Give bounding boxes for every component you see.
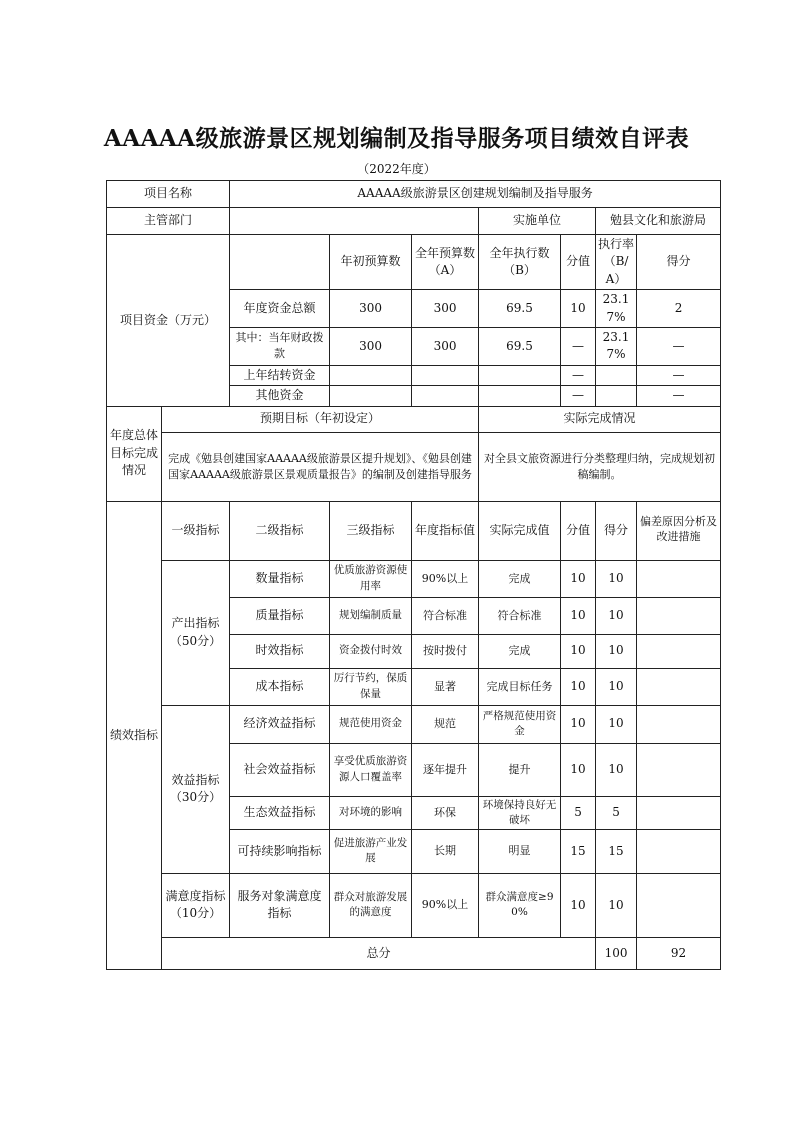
ind-level3: 群众对旅游发展的满意度 (330, 873, 412, 937)
funds-cell (412, 365, 479, 385)
ind-target: 逐年提升 (412, 743, 479, 796)
funds-cell: 69.5 (479, 327, 561, 365)
project-name-label: 项目名称 (107, 181, 230, 208)
ind-level2: 时效指标 (230, 634, 330, 668)
ind-level2: 质量指标 (230, 597, 330, 634)
ind-target: 符合标准 (412, 597, 479, 634)
ind-got: 5 (596, 796, 637, 829)
ind-target: 规范 (412, 705, 479, 743)
funds-cell: — (637, 386, 721, 406)
goals-expected-label: 预期目标（年初设定） (162, 406, 479, 432)
ind-level3: 促进旅游产业发展 (330, 829, 412, 873)
ind-group-satisfaction: 满意度指标（10分） (162, 873, 230, 937)
total-label: 总分 (162, 937, 596, 969)
funds-cell: 23.17% (596, 327, 637, 365)
ind-level3: 规划编制质量 (330, 597, 412, 634)
ind-actual: 完成 (479, 560, 561, 597)
goals-label: 年度总体目标完成情况 (107, 406, 162, 501)
ind-header-level3: 三级指标 (330, 501, 412, 560)
ind-got: 10 (596, 873, 637, 937)
indicators-label: 绩效指标 (107, 501, 162, 969)
page-title: AAAAA级旅游景区规划编制及指导服务项目绩效自评表 (103, 125, 690, 152)
ind-note (637, 829, 721, 873)
ind-level2: 可持续影响指标 (230, 829, 330, 873)
funds-header-rate: 执行率（B/A） (596, 235, 637, 290)
evaluation-table (106, 180, 721, 970)
ind-header-score: 分值 (561, 501, 596, 560)
ind-got: 15 (596, 829, 637, 873)
ind-score: 5 (561, 796, 596, 829)
funds-header-annual: 全年预算数（A） (412, 235, 479, 290)
funds-cell: 69.5 (479, 290, 561, 328)
funds-cell (330, 365, 412, 385)
funds-row-label: 年度资金总额 (230, 290, 330, 328)
ind-actual: 完成目标任务 (479, 668, 561, 705)
funds-header-blank (230, 235, 330, 290)
funds-cell: — (561, 327, 596, 365)
ind-note (637, 597, 721, 634)
ind-score: 10 (561, 560, 596, 597)
funds-cell: 2 (637, 290, 721, 328)
ind-score: 10 (561, 597, 596, 634)
dept-label: 主管部门 (107, 208, 230, 235)
ind-note (637, 873, 721, 937)
dept-value (230, 208, 479, 235)
funds-cell (596, 386, 637, 406)
ind-note (637, 634, 721, 668)
year-label: （2022年度） (357, 162, 436, 176)
total-got: 92 (637, 937, 721, 969)
ind-score: 10 (561, 705, 596, 743)
funds-header-executed: 全年执行数（B） (479, 235, 561, 290)
ind-got: 10 (596, 668, 637, 705)
ind-group-benefit: 效益指标（30分） (162, 705, 230, 873)
ind-actual: 完成 (479, 634, 561, 668)
ind-got: 10 (596, 560, 637, 597)
goals-actual-text: 对全县文旅资源进行分类整理归纳，完成规划初稿编制。 (479, 432, 721, 501)
ind-level2: 社会效益指标 (230, 743, 330, 796)
funds-cell (479, 386, 561, 406)
funds-header-initial: 年初预算数 (330, 235, 412, 290)
ind-got: 10 (596, 597, 637, 634)
ind-target: 90%以上 (412, 873, 479, 937)
ind-score: 10 (561, 873, 596, 937)
ind-group-output: 产出指标（50分） (162, 560, 230, 705)
funds-cell (596, 365, 637, 385)
ind-level2: 数量指标 (230, 560, 330, 597)
ind-actual: 严格规范使用资金 (479, 705, 561, 743)
ind-target: 显著 (412, 668, 479, 705)
funds-row-label: 其他资金 (230, 386, 330, 406)
ind-level3: 享受优质旅游资源人口覆盖率 (330, 743, 412, 796)
funds-header-got: 得分 (637, 235, 721, 290)
impl-label: 实施单位 (479, 208, 596, 235)
ind-target: 按时拨付 (412, 634, 479, 668)
ind-score: 10 (561, 634, 596, 668)
ind-level2: 服务对象满意度指标 (230, 873, 330, 937)
ind-target: 90%以上 (412, 560, 479, 597)
ind-target: 环保 (412, 796, 479, 829)
funds-cell: 10 (561, 290, 596, 328)
ind-score: 10 (561, 743, 596, 796)
funds-label: 项目资金（万元） (107, 235, 230, 407)
funds-cell: — (561, 365, 596, 385)
ind-level3: 优质旅游资源使用率 (330, 560, 412, 597)
ind-got: 10 (596, 705, 637, 743)
ind-level2: 成本指标 (230, 668, 330, 705)
goals-expected-text: 完成《勉县创建国家AAAAA级旅游景区提升规划》、《勉县创建国家AAAAA级旅游景区景观质量报告》的编制及创建指导服务 (162, 432, 479, 501)
ind-level2: 生态效益指标 (230, 796, 330, 829)
funds-header-score: 分值 (561, 235, 596, 290)
ind-actual: 符合标准 (479, 597, 561, 634)
ind-note (637, 796, 721, 829)
funds-row-label: 其中：当年财政拨款 (230, 327, 330, 365)
ind-level3: 资金拨付时效 (330, 634, 412, 668)
ind-level3: 厉行节约，保质保量 (330, 668, 412, 705)
ind-note (637, 668, 721, 705)
funds-cell: 300 (330, 327, 412, 365)
ind-header-actual: 实际完成值 (479, 501, 561, 560)
ind-actual: 环境保持良好无破坏 (479, 796, 561, 829)
ind-note (637, 560, 721, 597)
ind-level2: 经济效益指标 (230, 705, 330, 743)
funds-cell: 23.17% (596, 290, 637, 328)
ind-actual: 提升 (479, 743, 561, 796)
ind-level3: 对环境的影响 (330, 796, 412, 829)
ind-score: 15 (561, 829, 596, 873)
ind-level3: 规范使用资金 (330, 705, 412, 743)
funds-cell: 300 (412, 327, 479, 365)
total-score: 100 (596, 937, 637, 969)
goals-actual-label: 实际完成情况 (479, 406, 721, 432)
ind-note (637, 743, 721, 796)
funds-cell (412, 386, 479, 406)
ind-score: 10 (561, 668, 596, 705)
impl-value: 勉县文化和旅游局 (596, 208, 721, 235)
ind-note (637, 705, 721, 743)
ind-header-target: 年度指标值 (412, 501, 479, 560)
ind-header-got: 得分 (596, 501, 637, 560)
ind-target: 长期 (412, 829, 479, 873)
project-name-value: AAAAA级旅游景区创建规划编制及指导服务 (230, 181, 721, 208)
ind-header-level1: 一级指标 (162, 501, 230, 560)
funds-cell: 300 (330, 290, 412, 328)
funds-cell (479, 365, 561, 385)
ind-got: 10 (596, 743, 637, 796)
ind-header-note: 偏差原因分析及改进措施 (637, 501, 721, 560)
ind-header-level2: 二级指标 (230, 501, 330, 560)
funds-cell: — (637, 365, 721, 385)
ind-actual: 明显 (479, 829, 561, 873)
funds-cell: — (637, 327, 721, 365)
funds-cell: 300 (412, 290, 479, 328)
ind-actual: 群众满意度≥90% (479, 873, 561, 937)
funds-cell (330, 386, 412, 406)
ind-got: 10 (596, 634, 637, 668)
funds-cell: — (561, 386, 596, 406)
funds-row-label: 上年结转资金 (230, 365, 330, 385)
